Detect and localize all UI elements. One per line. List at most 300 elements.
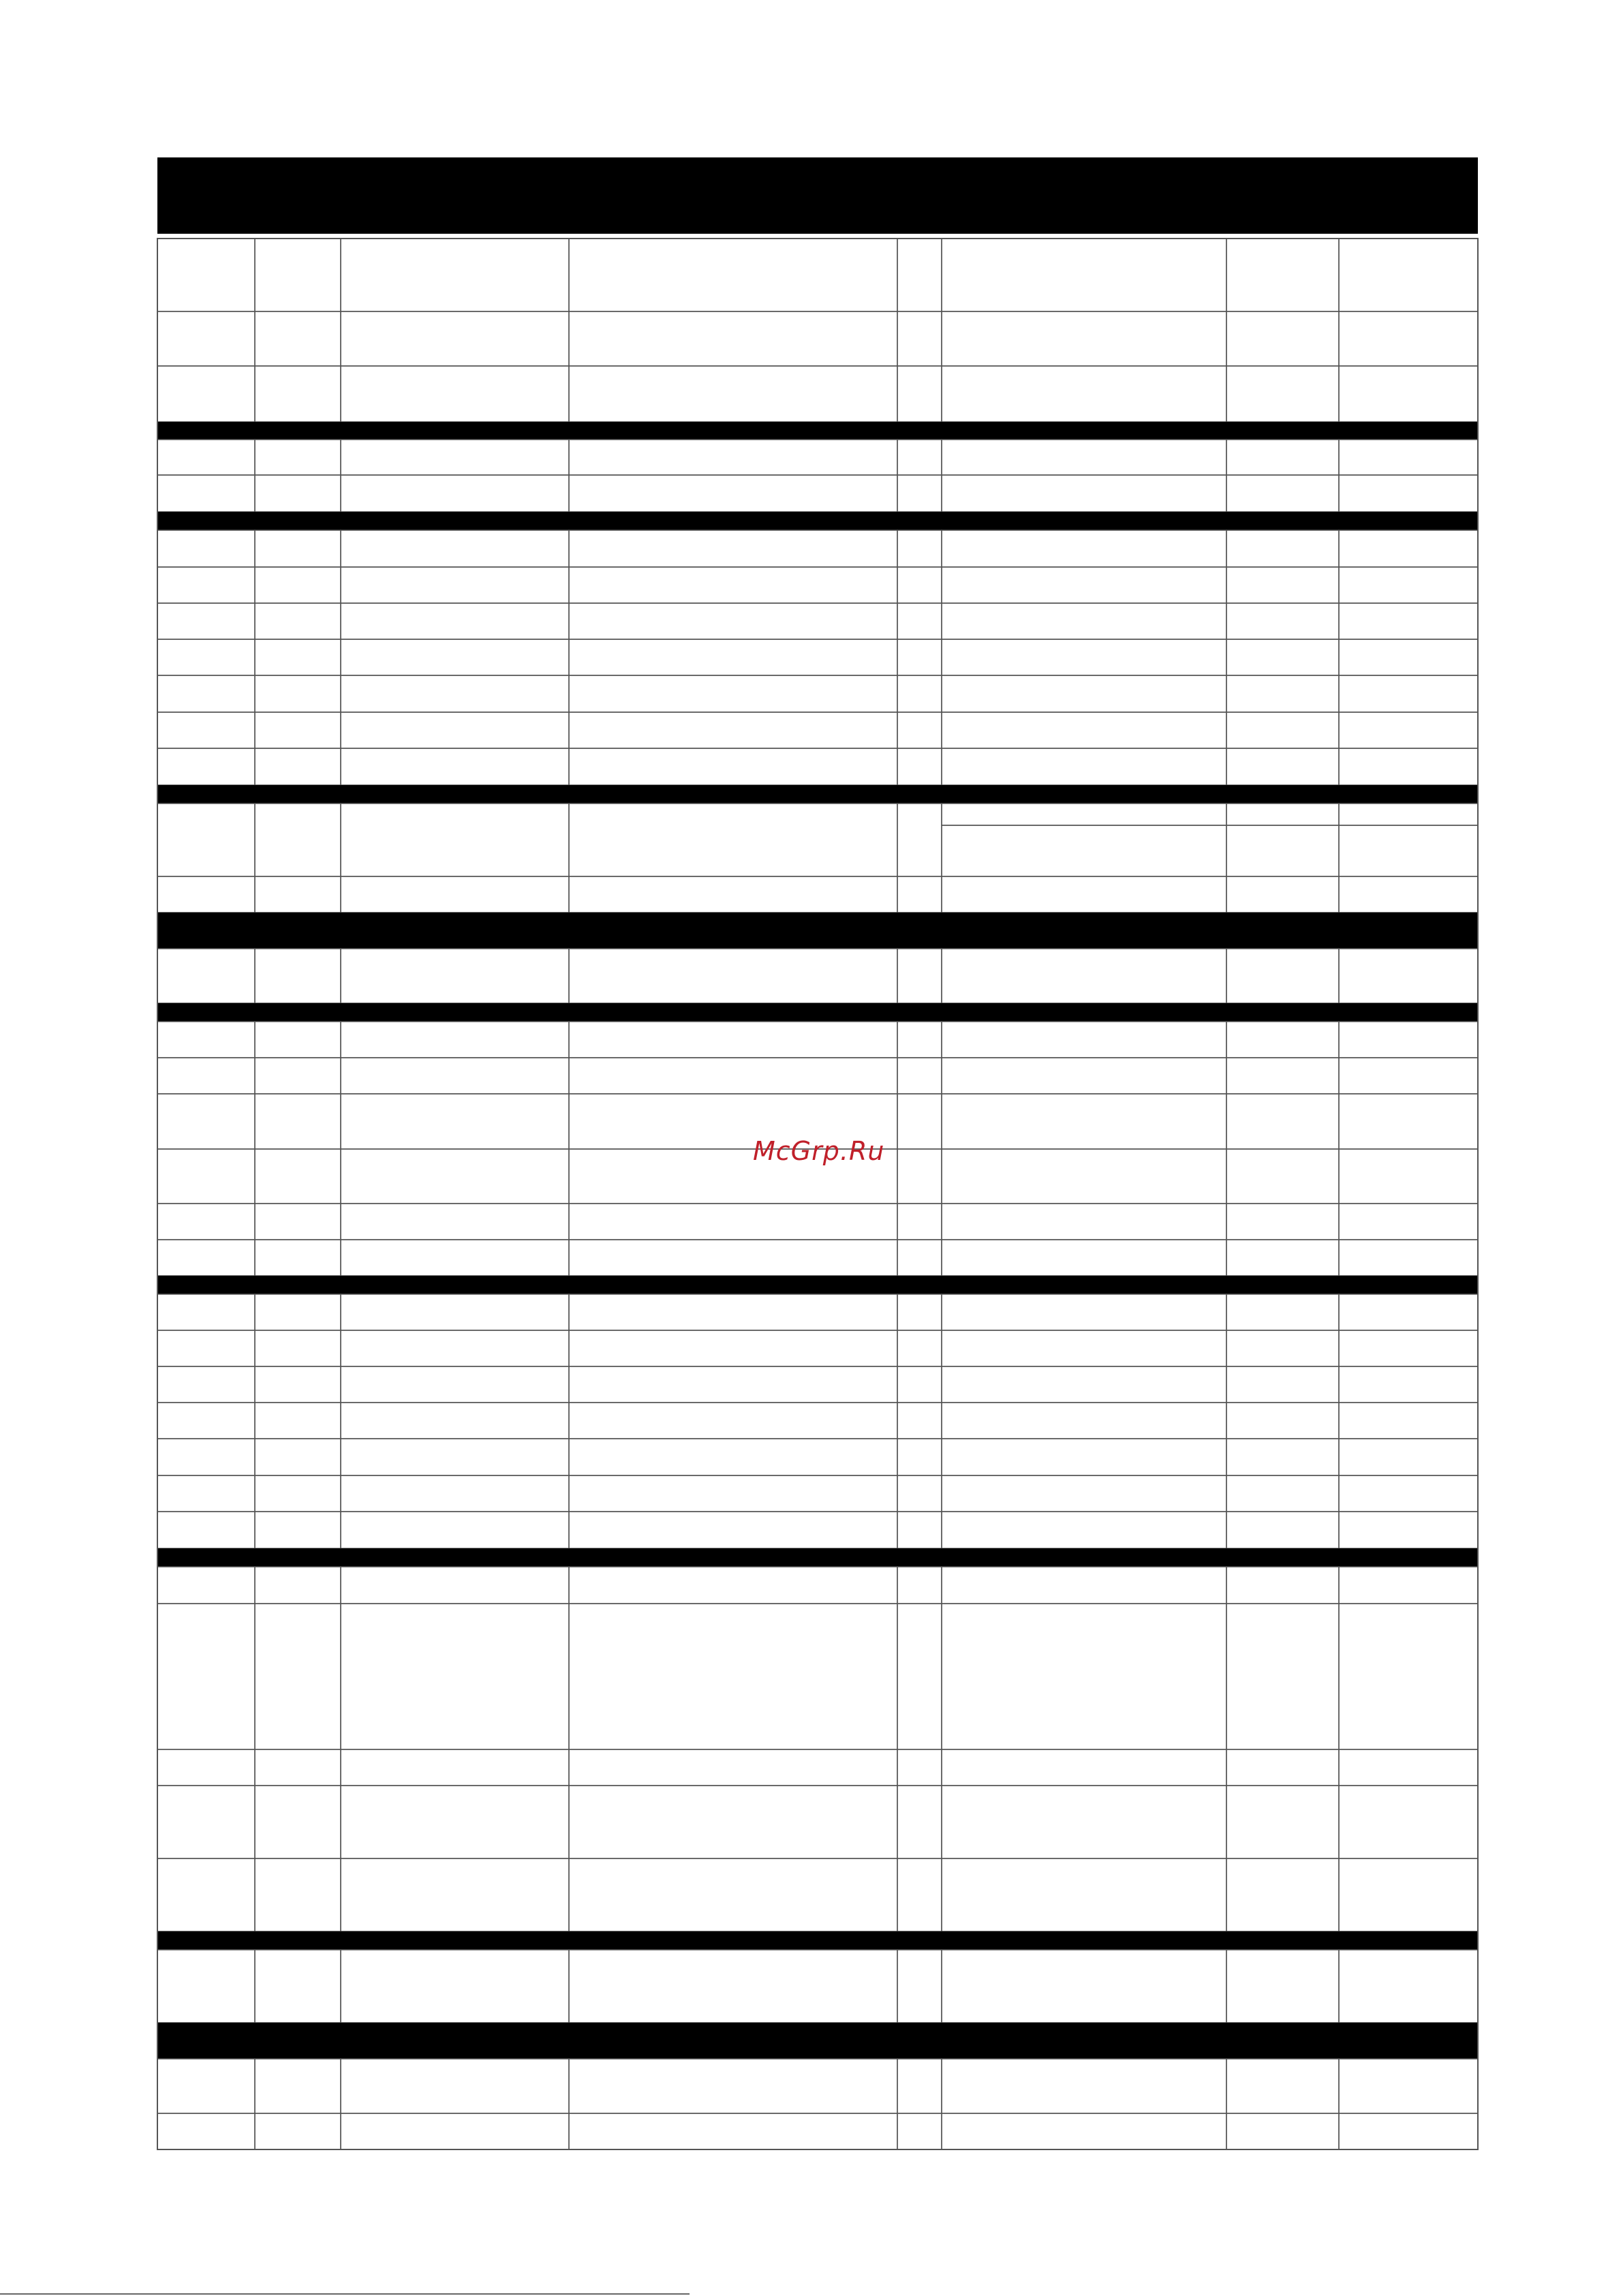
table-cell [255,1149,341,1204]
table-cell [569,949,897,1003]
table-cell [255,1604,341,1749]
table-cell [1339,2059,1478,2113]
table-row [157,1403,1478,1439]
table-cell [157,639,255,675]
table-cell [942,530,1226,567]
table-cell [255,803,341,876]
table-row [157,1022,1478,1058]
table-cell [569,1294,897,1330]
table-cell [1226,748,1339,785]
table-row [157,1439,1478,1475]
table-row [157,639,1478,675]
table-row [157,1330,1478,1366]
table-cell [157,2059,255,2113]
table-cell [157,603,255,639]
table-cell [341,1094,569,1149]
table-cell [255,530,341,567]
table-cell [569,2059,897,2113]
table-cell [942,825,1226,876]
section-separator-bar [157,2023,1478,2059]
table-cell [897,803,942,876]
table-cell [897,1022,942,1058]
table-cell [341,748,569,785]
table-cell [1226,2113,1339,2149]
table-cell [157,1240,255,1276]
table-cell [1339,1858,1478,1931]
table-cell [255,675,341,712]
table-cell [1226,530,1339,567]
table-cell [1226,1149,1339,1204]
table-cell [157,440,255,475]
table-cell [1339,530,1478,567]
table-cell [1226,1567,1339,1604]
table-cell [157,1950,255,2023]
table-cell [1226,1294,1339,1330]
table-row [157,603,1478,639]
table-cell [341,876,569,913]
table-cell [942,1094,1226,1149]
table-cell [897,1149,942,1204]
table-cell [157,1749,255,1786]
table-cell [255,567,341,603]
table-cell [1226,639,1339,675]
table-cell [157,366,255,422]
table-row [157,1240,1478,1276]
table-cell [341,1858,569,1931]
table-cell [569,1366,897,1403]
table-cell [1339,1058,1478,1094]
table-cell [255,1330,341,1366]
table-row [157,1058,1478,1094]
table-row [157,1858,1478,1931]
table-cell [1339,1403,1478,1439]
table-cell [1226,949,1339,1003]
table-cell [341,1058,569,1094]
table-cell [569,2113,897,2149]
table-cell [1226,603,1339,639]
table-cell [1226,1749,1339,1786]
table-cell [1226,675,1339,712]
table-row [157,530,1478,567]
table-cell [897,366,942,422]
table-cell [897,1204,942,1240]
table-cell [157,949,255,1003]
table-cell [569,311,897,366]
table-cell [942,475,1226,512]
table-cell [255,1403,341,1439]
table-cell [1339,1022,1478,1058]
table-cell [1339,748,1478,785]
table-row [157,712,1478,748]
table-cell [897,1058,942,1094]
table-cell [1339,475,1478,512]
table-cell [157,475,255,512]
table-cell [255,1749,341,1786]
table-cell [255,1512,341,1548]
table-cell [255,440,341,475]
table-cell [157,1604,255,1749]
table-row [157,1749,1478,1786]
table-cell [341,949,569,1003]
table-cell [255,366,341,422]
table-row [157,311,1478,366]
table-cell [255,603,341,639]
section-separator-bar [157,1931,1478,1950]
table-cell [341,675,569,712]
table-cell [897,1294,942,1330]
table-cell [255,2059,341,2113]
table-cell [1339,712,1478,748]
table-row [157,1204,1478,1240]
table-cell [341,1403,569,1439]
table-cell [157,712,255,748]
table-cell [942,1058,1226,1094]
table-cell [157,675,255,712]
table-cell [569,1858,897,1931]
table-cell [897,311,942,366]
table-cell [1339,1950,1478,2023]
table-cell [341,530,569,567]
table-cell [1339,603,1478,639]
table-cell [1226,1950,1339,2023]
table-cell [897,748,942,785]
table-cell [569,748,897,785]
table-cell [255,1950,341,2023]
table-cell [255,1240,341,1276]
table-cell [157,1567,255,1604]
table-cell [569,1403,897,1439]
table-cell [942,1512,1226,1548]
table-cell [341,1475,569,1512]
table-cell [942,239,1226,311]
table-cell [1226,1094,1339,1149]
table-cell [1339,1240,1478,1276]
section-separator-bar [157,512,1478,530]
table-cell [942,949,1226,1003]
table-cell [1226,1604,1339,1749]
table-cell [255,239,341,311]
table-cell [157,239,255,311]
table-cell [255,748,341,785]
table-cell [255,2113,341,2149]
table-cell [897,949,942,1003]
table-cell [942,440,1226,475]
table-row [157,1294,1478,1330]
table-cell [341,1294,569,1330]
table-cell [157,567,255,603]
table-cell [1339,1749,1478,1786]
table-cell [1339,311,1478,366]
table-cell [942,311,1226,366]
table-row [157,675,1478,712]
table-cell [1226,1240,1339,1276]
table-cell [341,1567,569,1604]
table-cell [157,876,255,913]
table-cell [1339,440,1478,475]
table-cell [1339,1330,1478,1366]
table-cell [1339,1149,1478,1204]
table-row [157,876,1478,913]
table-cell [255,1294,341,1330]
table-cell [569,603,897,639]
table-cell [157,1512,255,1548]
section-separator-bar [157,913,1478,949]
table-cell [341,440,569,475]
table-cell [1339,675,1478,712]
table-cell [1226,440,1339,475]
section-separator-bar [157,1003,1478,1022]
table-cell [897,2059,942,2113]
table-cell [569,239,897,311]
table-cell [942,1240,1226,1276]
table-cell [1226,2059,1339,2113]
table-row [157,1604,1478,1749]
table-cell [157,530,255,567]
table-cell [897,876,942,913]
table-cell [157,1058,255,1094]
table-cell [569,440,897,475]
table-row [157,2113,1478,2149]
table-row [157,1366,1478,1403]
table-cell [341,1240,569,1276]
table-cell [942,1439,1226,1475]
table-cell [255,1439,341,1475]
table-cell [341,1366,569,1403]
table-row [157,2059,1478,2113]
table-cell [569,712,897,748]
table-cell [942,366,1226,422]
table-row [157,748,1478,785]
table-cell [1339,1094,1478,1149]
table-cell [569,1604,897,1749]
table-cell [569,1749,897,1786]
table-row [157,440,1478,475]
table-cell [569,1058,897,1094]
table-cell [1226,475,1339,512]
table-cell [569,1330,897,1366]
table-cell [157,1204,255,1240]
table-cell [255,1786,341,1858]
table-cell [1339,803,1478,825]
table-cell [942,1022,1226,1058]
table-cell [1226,1439,1339,1475]
table-cell [942,1567,1226,1604]
table-cell [1339,1475,1478,1512]
section-separator-bar [157,422,1478,440]
table-cell [897,1439,942,1475]
table-cell [341,311,569,366]
table-cell [942,1786,1226,1858]
table-cell [569,530,897,567]
table-row [157,1512,1478,1548]
table-cell [341,1149,569,1204]
table-cell [569,1240,897,1276]
table-cell [1339,1204,1478,1240]
table-cell [569,1439,897,1475]
table-cell [1226,825,1339,876]
table-cell [897,2113,942,2149]
table-cell [897,1786,942,1858]
table-cell [157,803,255,876]
table-cell [341,712,569,748]
table-cell [569,876,897,913]
table-cell [569,567,897,603]
table-cell [1339,1439,1478,1475]
table-cell [255,639,341,675]
table-cell [569,1512,897,1548]
table-cell [942,2113,1226,2149]
table-cell [1339,825,1478,876]
table-cell [942,1330,1226,1366]
table-cell [255,1058,341,1094]
table-cell [1339,949,1478,1003]
table-cell [341,803,569,876]
table-cell [897,1366,942,1403]
table-cell [569,366,897,422]
table-cell [569,1022,897,1058]
section-separator-bar [157,1548,1478,1567]
table-cell [942,1858,1226,1931]
table-cell [942,1294,1226,1330]
table-cell [942,1366,1226,1403]
table-cell [157,1858,255,1931]
table-cell [255,712,341,748]
table-cell [157,1094,255,1149]
table-cell [341,1330,569,1366]
table-cell [255,1567,341,1604]
table-cell [255,475,341,512]
table-row [157,1567,1478,1604]
table-cell [341,1786,569,1858]
table-cell [1339,1294,1478,1330]
table-cell [569,1567,897,1604]
table-cell [341,475,569,512]
table-cell [569,1475,897,1512]
table-cell [1226,366,1339,422]
table-cell [157,1786,255,1858]
table-row [157,475,1478,512]
table-cell [157,1366,255,1403]
table-cell [255,311,341,366]
table-cell [942,876,1226,913]
table-cell [942,675,1226,712]
table-cell [897,475,942,512]
section-separator-bar [157,785,1478,803]
table-cell [569,1950,897,2023]
table-cell [1339,2113,1478,2149]
table-cell [569,1204,897,1240]
table-cell [942,748,1226,785]
table-cell [157,1022,255,1058]
table-cell [897,1567,942,1604]
table-cell [942,567,1226,603]
table-row [157,1475,1478,1512]
table-cell [897,603,942,639]
table-cell [897,712,942,748]
table-cell [942,803,1226,825]
table-row [157,1950,1478,2023]
table-cell [1226,876,1339,913]
table-cell [897,1475,942,1512]
table-cell [1339,366,1478,422]
table-cell [569,1786,897,1858]
table-cell [341,1022,569,1058]
table-cell [942,1403,1226,1439]
table-cell [897,1858,942,1931]
table-row [157,1786,1478,1858]
table-cell [157,1330,255,1366]
table-cell [569,639,897,675]
table-cell [341,2059,569,2113]
table-cell [255,876,341,913]
table-cell [942,1950,1226,2023]
table-cell [255,1204,341,1240]
table-cell [1226,1366,1339,1403]
table-cell [157,1403,255,1439]
table-cell [942,603,1226,639]
section-separator-bar [157,1276,1478,1294]
table-cell [1226,1512,1339,1548]
table-cell [1226,1204,1339,1240]
table-cell [897,639,942,675]
table-cell [897,530,942,567]
table-cell [157,2113,255,2149]
table-cell [1226,567,1339,603]
table-cell [897,440,942,475]
table-cell [942,1475,1226,1512]
table-cell [255,1858,341,1931]
table-cell [341,567,569,603]
table-row [157,239,1478,311]
table-cell [1339,239,1478,311]
table-cell [1226,311,1339,366]
table-cell [897,1403,942,1439]
table-row [157,567,1478,603]
table-cell [341,239,569,311]
table-cell [341,639,569,675]
table-cell [341,1749,569,1786]
table-cell [341,1604,569,1749]
table-header-bar [157,157,1478,234]
table-cell [897,1094,942,1149]
table-cell [1339,1366,1478,1403]
table-cell [942,1749,1226,1786]
table-cell [897,1512,942,1548]
table-cell [897,675,942,712]
table-cell [942,712,1226,748]
table-cell [942,639,1226,675]
table-cell [1339,1604,1478,1749]
table-cell [569,675,897,712]
table-cell [897,1749,942,1786]
table-cell [1226,712,1339,748]
table-cell [942,2059,1226,2113]
table-cell [1226,1330,1339,1366]
table-cell [897,1240,942,1276]
table-row-split [157,803,1478,876]
table-cell [1226,1475,1339,1512]
table-cell [255,1094,341,1149]
table-cell [341,2113,569,2149]
table-cell [157,1294,255,1330]
table-cell [569,803,897,876]
table-cell [255,1022,341,1058]
table-cell [341,1950,569,2023]
table-cell [569,475,897,512]
table-cell [897,239,942,311]
table-cell [157,311,255,366]
table-cell [1339,639,1478,675]
